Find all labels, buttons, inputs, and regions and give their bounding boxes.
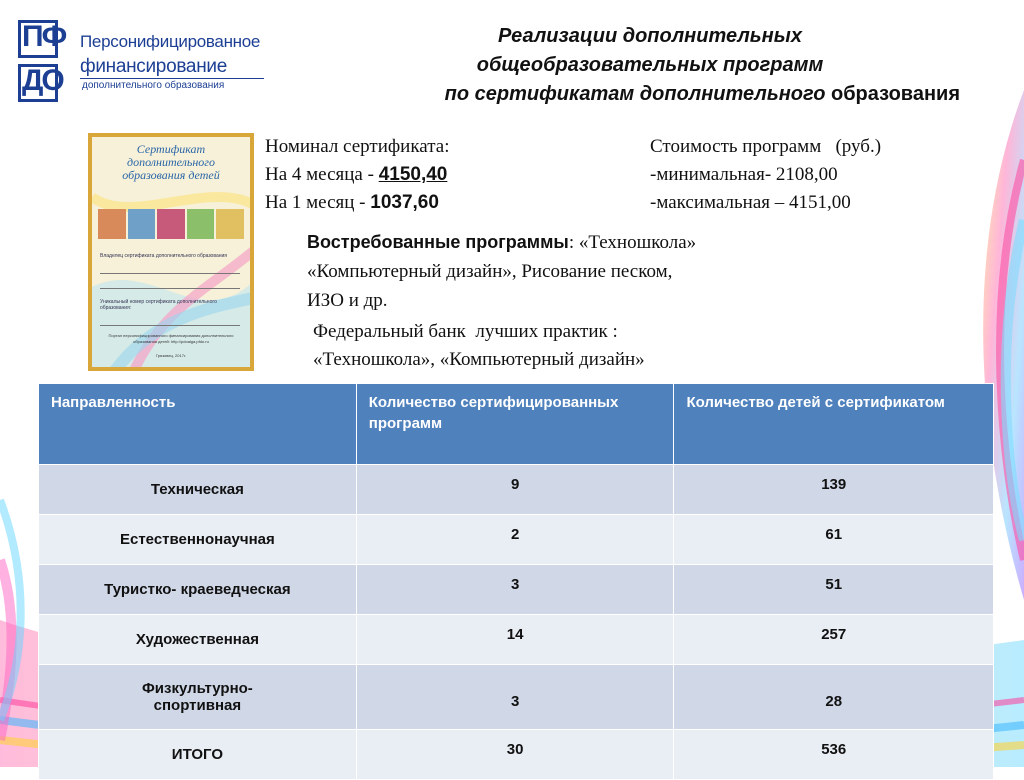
cost-heading: Стоимость программ (руб.) (650, 136, 882, 157)
federal-best-practices (313, 318, 645, 374)
table-row-total (39, 730, 994, 780)
certificate-portal-text: Портал персонифицированного финансирования дополнительного образования детей: http://pdoalga.pfdo.ru (108, 333, 234, 344)
field-line (100, 273, 240, 274)
certificate-nominal (265, 133, 449, 217)
field-line (100, 325, 240, 326)
row-children: 51 (674, 565, 994, 615)
row-direction: Туристко- краеведческая (39, 565, 357, 615)
row-direction: ИТОГО (39, 730, 357, 780)
programs-table (38, 383, 994, 780)
table-row (39, 665, 994, 730)
pfdo-logo (18, 14, 268, 102)
logo-line-3: дополнительного образования (82, 80, 225, 91)
photo-4 (187, 209, 215, 239)
certificate-image (88, 133, 254, 371)
row-programs: 30 (356, 730, 674, 780)
row-direction: Физкультурно-спортивная (39, 665, 357, 730)
popular-label: Востребованные программы (307, 232, 569, 252)
nominal-row-1-value: 4150,40 (378, 164, 448, 185)
logo-do: ДО (22, 64, 63, 97)
title-line-2: общеобразовательных программ (476, 54, 824, 76)
title-line-1: Реализации дополнительных (498, 25, 802, 47)
row-children: 139 (674, 465, 994, 515)
certificate-photos (98, 209, 244, 239)
certificate-city: Грязовец, 2017г. (155, 353, 187, 358)
row-programs: 2 (356, 515, 674, 565)
photo-2 (128, 209, 156, 239)
popular-line-2: «Компьютерный дизайн», Рисование песком, (307, 261, 673, 282)
table-row (39, 465, 994, 515)
row-programs: 3 (356, 665, 674, 730)
logo-rule (80, 78, 264, 79)
title-line-3 (320, 80, 980, 109)
logo-line-2: финансирование (80, 56, 227, 77)
nominal-row-1-month (265, 189, 449, 217)
nominal-row-2-value: 1037,60 (370, 192, 439, 213)
cost-min: -минимальная- 2108,00 (650, 164, 838, 185)
popular-programs (307, 228, 696, 315)
nominal-row-1-label: На 4 месяца - (265, 164, 379, 185)
row-direction: Техническая (39, 465, 357, 515)
title-line-3b: образования (830, 83, 960, 105)
nominal-heading: Номинал сертификата: (265, 136, 450, 157)
row-programs: 9 (356, 465, 674, 515)
row-direction: Художественная (39, 615, 357, 665)
title-line-3a: по сертификатам дополнительного (444, 83, 826, 105)
field-line (100, 288, 240, 289)
row-programs: 14 (356, 615, 674, 665)
header-children-count: Количество детей с сертификатом (674, 384, 994, 465)
photo-1 (98, 209, 126, 239)
popular-line-1: : «Техношкола» (568, 232, 697, 253)
certificate-title: Сертификат дополнительного образования детей (122, 142, 220, 182)
row-direction: Естественнонаучная (39, 515, 357, 565)
photo-3 (157, 209, 185, 239)
certificate-number-label: Уникальный номер сертификата дополнительного образования: (100, 299, 217, 311)
nominal-row-2-label: На 1 месяц - (265, 192, 371, 213)
popular-line-3: ИЗО и др. (307, 290, 388, 311)
row-children: 257 (674, 615, 994, 665)
bank-line-2: «Техношкола», «Компьютерный дизайн» (313, 349, 645, 370)
row-children: 536 (674, 730, 994, 780)
cost-max: -максимальная – 4151,00 (650, 192, 851, 213)
certificate-owner-label: Владелец сертификата дополнительного образования (100, 253, 227, 259)
nominal-row-4-months (265, 161, 449, 189)
table-row (39, 565, 994, 615)
logo-pf: ПФ (22, 20, 66, 53)
row-children: 28 (674, 665, 994, 730)
row-children: 61 (674, 515, 994, 565)
certificate-footer (102, 333, 240, 359)
program-cost (650, 133, 881, 217)
table-row (39, 515, 994, 565)
row-programs: 3 (356, 565, 674, 615)
header-direction: Направленность (39, 384, 357, 465)
slide-title (320, 22, 980, 109)
table-row (39, 615, 994, 665)
bank-line-1: Федеральный банк лучших практик : (313, 321, 618, 342)
photo-5 (216, 209, 244, 239)
header-programs-count: Количество сертифицированных программ (356, 384, 674, 465)
logo-line-1: Персонифицированное (80, 32, 261, 51)
certificate-fields (100, 249, 240, 326)
